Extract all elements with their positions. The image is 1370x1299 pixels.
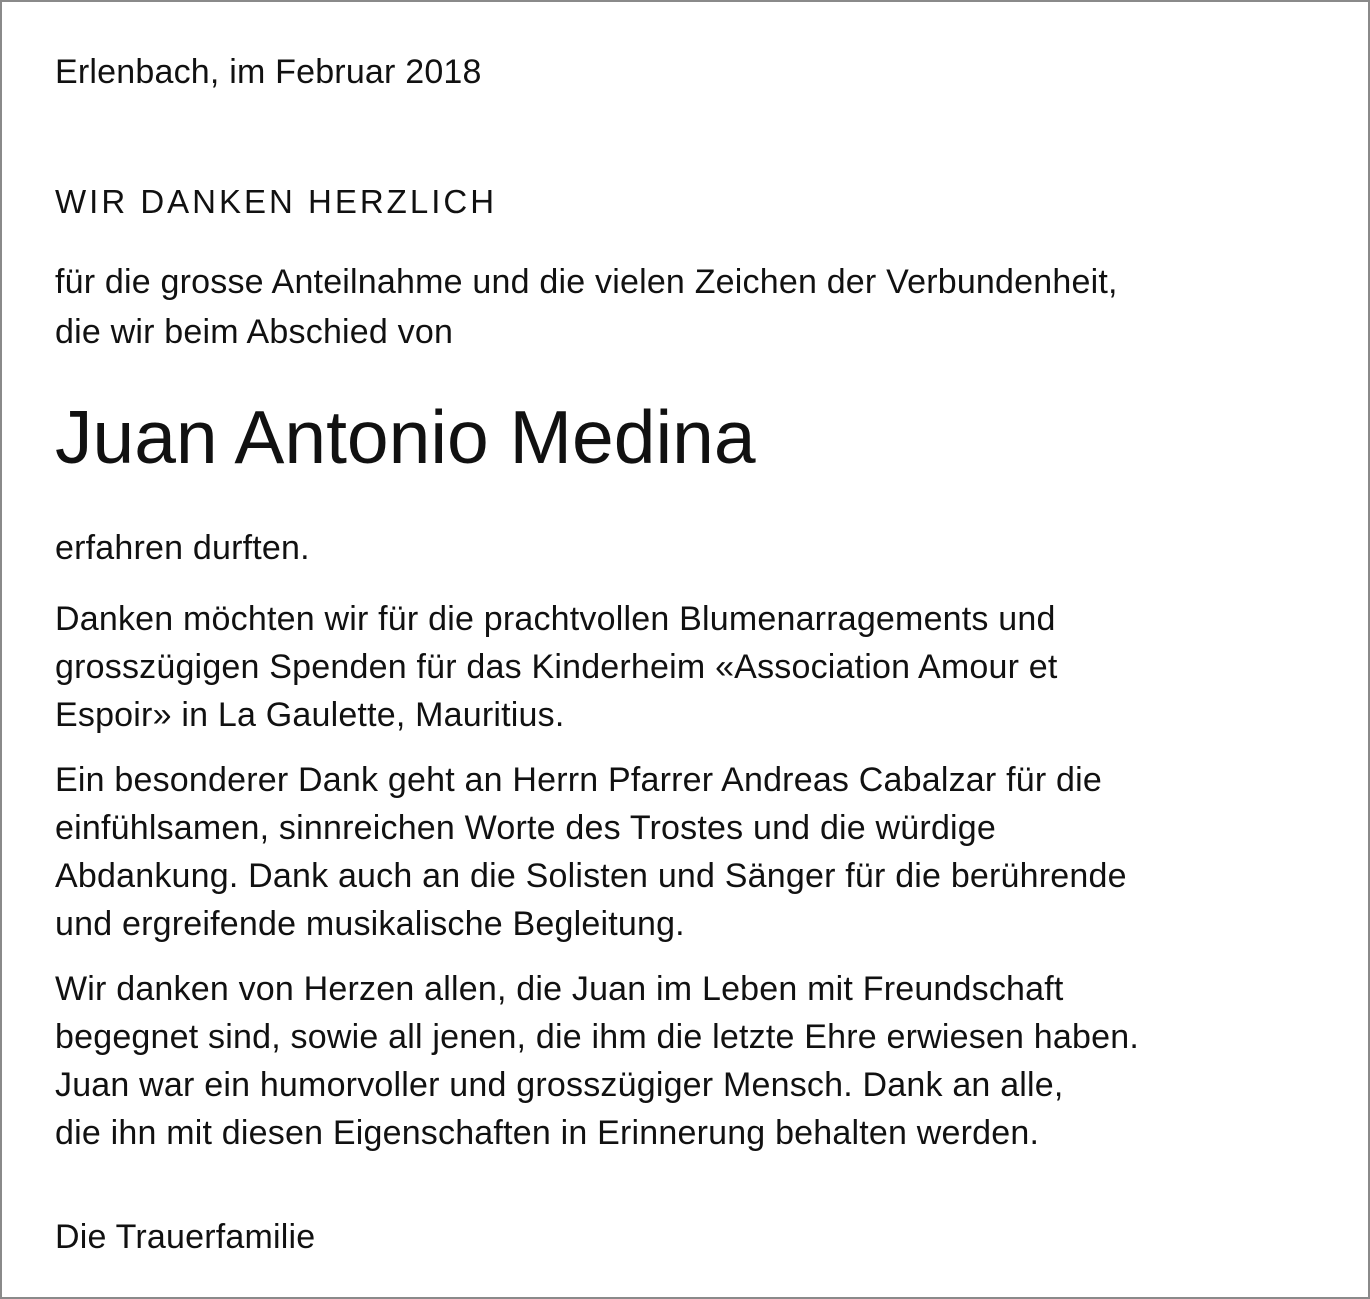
friends-line-1: Wir danken von Herzen allen, die Juan im Leben mit Freundschaft [55, 970, 1064, 1008]
signature: Die Trauerfamilie [55, 1218, 316, 1256]
pastor-line-4: und ergreifende musikalische Begleitung. [55, 905, 685, 943]
friends-line-3: Juan war ein humorvoller und grosszügiger Mensch. Dank an alle, [55, 1066, 1064, 1104]
flowers-line-2: grosszügigen Spenden für das Kinderheim «Association Amour et [55, 648, 1058, 686]
friends-line-2: begegnet sind, sowie all jenen, die ihm die letzte Ehre erwiesen haben. [55, 1018, 1139, 1056]
pastor-line-1: Ein besonderer Dank geht an Herrn Pfarrer Andreas Cabalzar für die [55, 761, 1102, 799]
deceased-name: Juan Antonio Medina [55, 395, 756, 479]
flowers-line-1: Danken möchten wir für die prachtvollen Blumenarragements und [55, 600, 1056, 638]
flowers-line-3: Espoir» in La Gaulette, Mauritius. [55, 696, 565, 734]
pastor-line-2: einfühlsamen, sinnreichen Worte des Trostes und die würdige [55, 809, 997, 847]
pastor-line-3: Abdankung. Dank auch an die Solisten und Sänger für die berührende [55, 857, 1127, 895]
friends-line-4: die ihn mit diesen Eigenschaften in Erinnerung behalten werden. [55, 1114, 1040, 1152]
thanks-heading: WIR DANKEN HERZLICH [55, 183, 498, 220]
intro-line-1: für die grosse Anteilnahme und die vielen Zeichen der Verbundenheit, [55, 263, 1118, 301]
intro-line-2: die wir beim Abschied von [55, 313, 454, 351]
after-name-text: erfahren durften. [55, 529, 310, 567]
place-date: Erlenbach, im Februar 2018 [55, 53, 482, 91]
